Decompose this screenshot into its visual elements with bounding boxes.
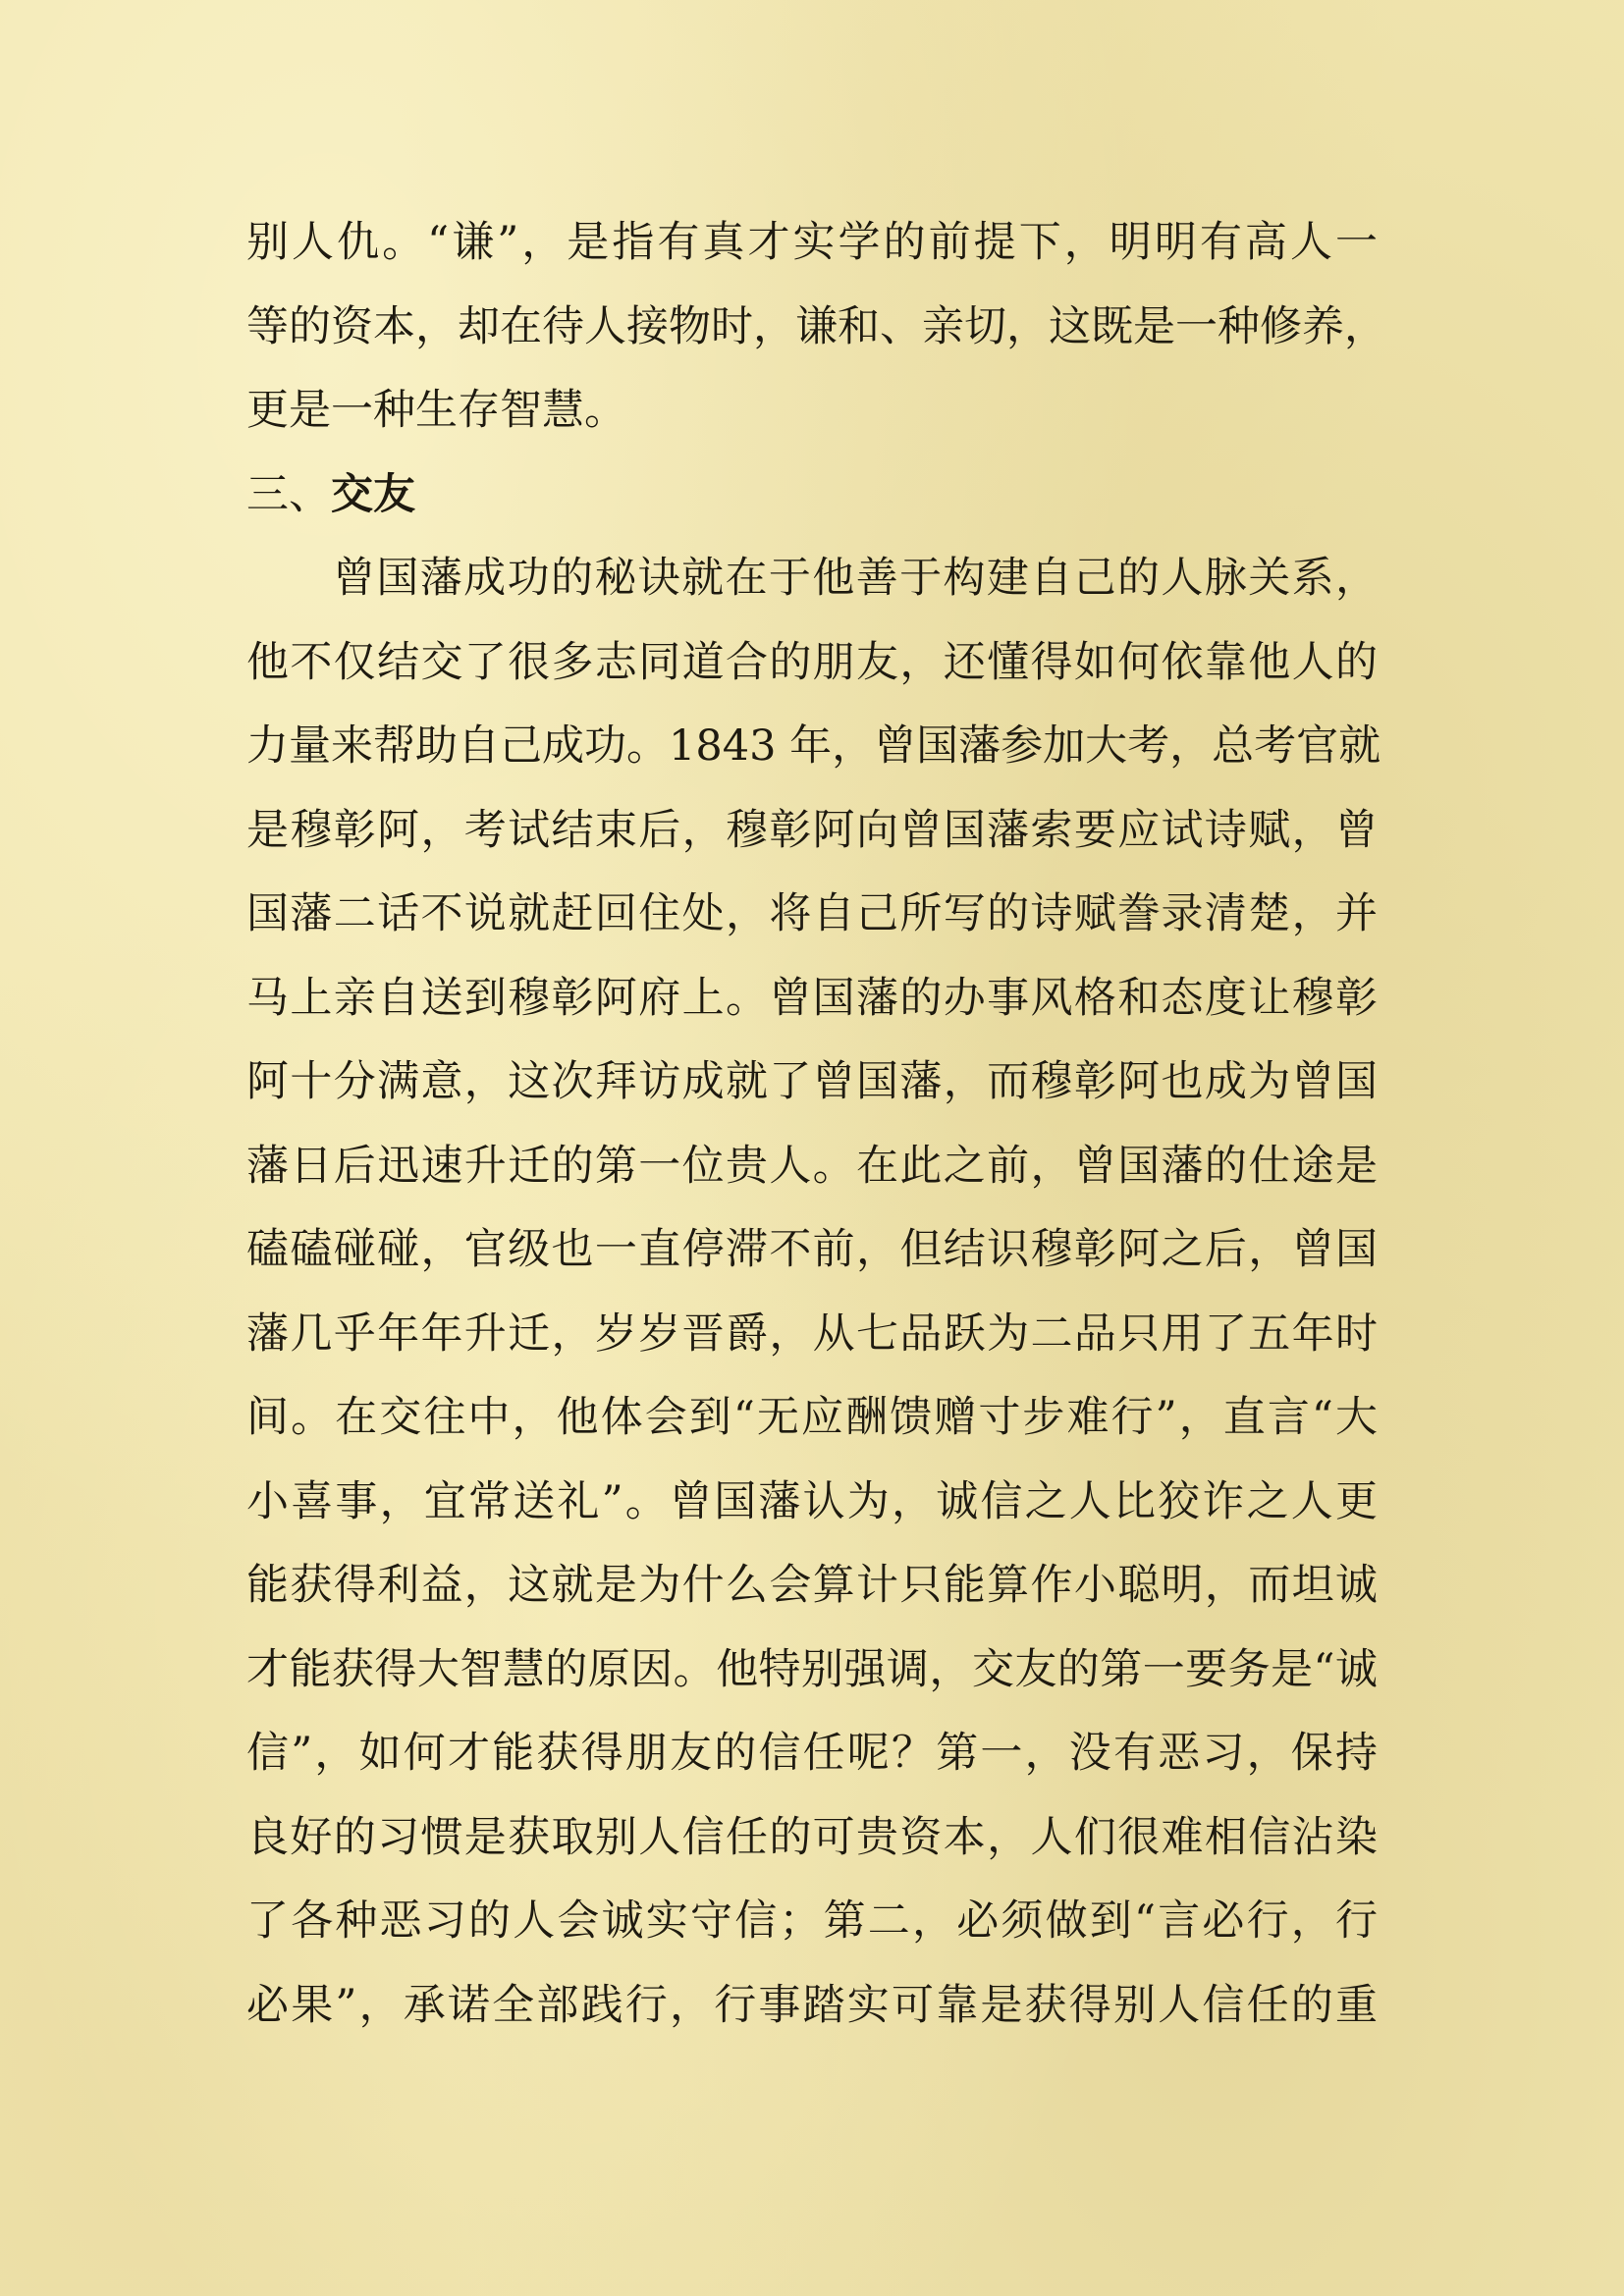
intro-line-3: 更是一种生存智慧。 xyxy=(246,386,626,435)
body-line-14: 才能获得大智慧的原因。他特别强调，交友的第一要务是“诚 xyxy=(246,1644,1378,1694)
section-number: 三、 xyxy=(246,469,331,519)
section-title: 交友 xyxy=(331,469,415,519)
intro-line-1: 别人仇。“谦”，是指有真才实学的前提下，明明有高人一 xyxy=(246,218,1378,267)
body-line-2: 他不仅结交了很多志同道合的朋友，还懂得如何依靠他人的 xyxy=(246,637,1378,687)
body-paragraph xyxy=(246,537,1381,2048)
body-line-6: 马上亲自送到穆彰阿府上。曾国藩的办事风格和态度让穆彰 xyxy=(246,973,1378,1023)
body-line-17: 了各种恶习的人会诚实守信；第二，必须做到“言必行，行 xyxy=(246,1896,1378,1946)
body-line-4: 是穆彰阿，考试结束后，穆彰阿向曾国藩索要应试诗赋，曾 xyxy=(246,805,1378,855)
body-line-9: 磕磕碰碰，官级也一直停滞不前，但结识穆彰阿之后，曾国 xyxy=(246,1225,1378,1274)
body-line-10: 藩几乎年年升迁，岁岁晋爵，从七品跃为二品只用了五年时 xyxy=(246,1308,1378,1359)
body-line-3: 力量来帮助自己成功。1843 年，曾国藩参加大考，总考官就 xyxy=(246,721,1381,771)
body-line-12: 小喜事，宜常送礼”。曾国藩认为，诚信之人比狡诈之人更 xyxy=(246,1476,1378,1526)
intro-paragraph xyxy=(246,201,1386,454)
body-line-13: 能获得利益，这就是为什么会算计只能算作小聪明，而坦诚 xyxy=(246,1561,1378,1610)
body-line-16: 良好的习惯是获取别人信任的可贵资本，人们很难相信沾染 xyxy=(246,1812,1378,1862)
body-line-18: 必果”，承诺全部践行，行事踏实可靠是获得别人信任的重 xyxy=(246,1980,1378,2030)
section-heading xyxy=(246,454,1378,538)
body-line-11: 间。在交往中，他体会到“无应酬馈赠寸步难行”，直言“大 xyxy=(246,1393,1378,1442)
body-line-7: 阿十分满意，这次拜访成就了曾国藩，而穆彰阿也成为曾国 xyxy=(246,1057,1378,1106)
body-line-1: 曾国藩成功的秘诀就在于他善于构建自己的人脉关系， xyxy=(333,554,1378,603)
body-line-5: 国藩二话不说就赶回住处，将自己所写的诗赋誊录清楚，并 xyxy=(246,889,1378,938)
body-line-15: 信”，如何才能获得朋友的信任呢？第一，没有恶习，保持 xyxy=(246,1729,1378,1778)
document-page xyxy=(246,201,1386,2048)
body-line-8: 藩日后迅速升迁的第一位贵人。在此之前，曾国藩的仕途是 xyxy=(246,1141,1378,1191)
intro-line-2: 等的资本，却在待人接物时，谦和、亲切，这既是一种修养， xyxy=(246,301,1386,351)
